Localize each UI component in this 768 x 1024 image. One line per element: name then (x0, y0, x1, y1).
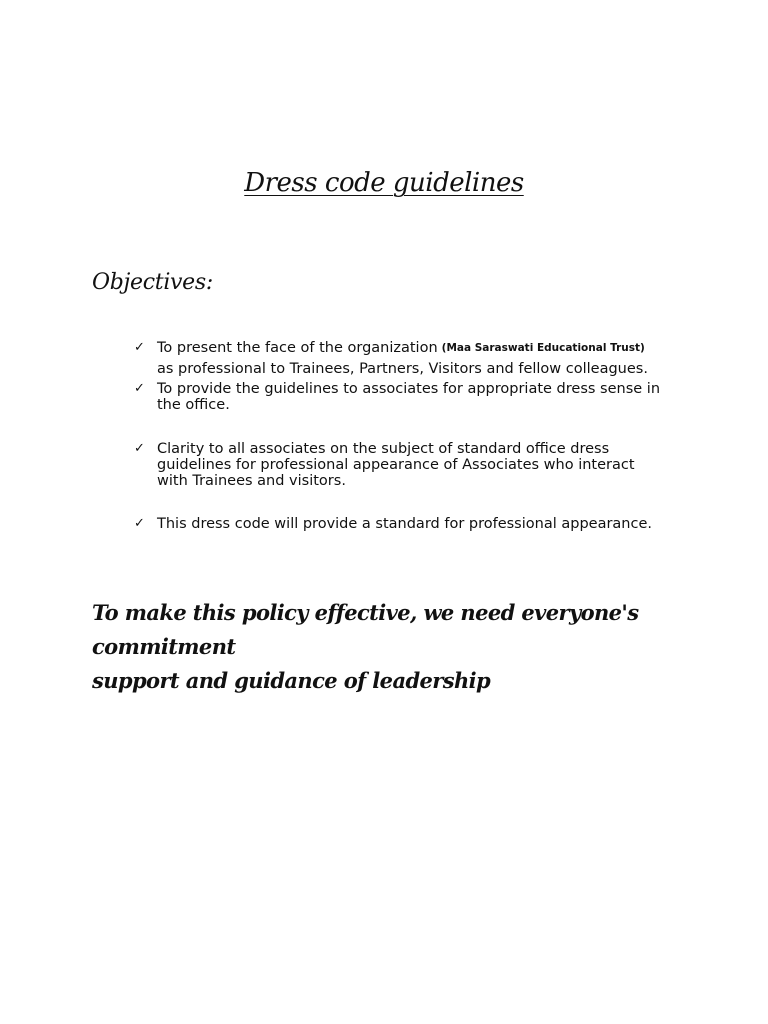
list-item (134, 381, 664, 413)
bullet-text: Clarity to all associates on the subject of standard office dress guidelines for professional appearance of Associates who interact with Trainees and visitors. (157, 441, 635, 489)
objectives-heading: Objectives: (92, 270, 214, 295)
checkmark-icon: ✓ (134, 516, 145, 531)
list-item (134, 441, 664, 489)
closing-statement (92, 596, 692, 698)
checkmark-icon: ✓ (134, 340, 145, 355)
bullet-text: To provide the guidelines to associates for appropriate dress sense in the office. (157, 381, 661, 413)
checkmark-icon: ✓ (134, 381, 145, 396)
checkmark-icon: ✓ (134, 441, 145, 456)
organization-name-note: (Maa Saraswati Educational Trust) (441, 342, 645, 354)
bullet-text-continuation: as professional to Trainees, Partners, Visitors and fellow colleagues. (157, 360, 648, 377)
list-item (134, 516, 664, 532)
closing-line-2: support and guidance of leadership (92, 668, 491, 693)
objectives-list (134, 338, 664, 532)
list-item (134, 338, 664, 379)
bullet-text: To present the face of the organization (157, 340, 438, 356)
closing-line-1: To make this policy effective, we need everyone's commitment (92, 600, 639, 659)
bullet-text: This dress code will provide a standard for professional appearance. (157, 516, 652, 532)
document-title: Dress code guidelines (244, 168, 524, 198)
